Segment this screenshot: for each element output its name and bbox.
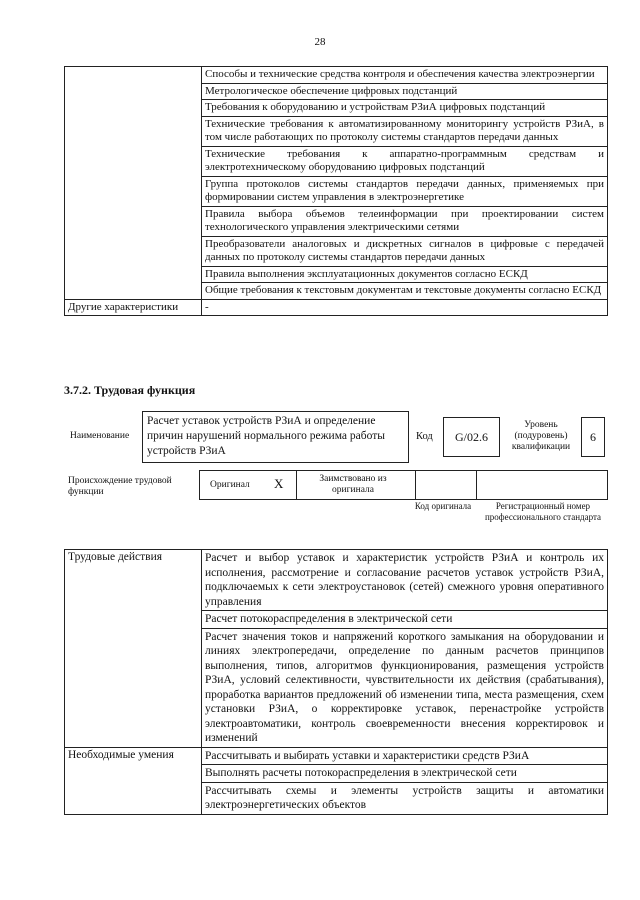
level-box xyxy=(581,417,605,457)
table-cell: Правила выбора объемов телеинформации при проектировании систем технологического управления электрическими сетями xyxy=(202,206,608,236)
table-cell: Группа протоколов системы стандартов передачи данных, применяемых при формировании систем управления в электроэнергетике xyxy=(202,176,608,206)
table-cell: Технические требования к аппаратно-программным средствам и электротехническому оборудованию цифровых подстанций xyxy=(202,146,608,176)
borrowed-box xyxy=(296,470,608,500)
table-row xyxy=(65,67,608,84)
labor-actions-label: Трудовые действия xyxy=(65,550,202,748)
name-label: Наименование xyxy=(70,431,130,441)
table-cell: Общие требования к текстовым документам и текстовые документы согласно ЕСКД xyxy=(202,283,608,300)
original-box xyxy=(199,470,297,500)
original-mark: X xyxy=(274,476,284,491)
table-cell-empty xyxy=(65,67,202,300)
original-label: Оригинал xyxy=(210,480,250,490)
table-cell: Расчет и выбор уставок и характеристик устройств РЗиА и контроль их исполнения, рассмотрение и согласование расчетов уставок устройств РЗиА, подключаемых к сети электроустановок (сетей) смежного уровня оперативного управления xyxy=(202,550,608,611)
table-cell: Способы и технические средства контроля и обеспечения качества электроэнергии xyxy=(202,67,608,84)
required-skills-label: Необходимые умения xyxy=(65,747,202,814)
table-row xyxy=(65,299,608,316)
other-characteristics-value: - xyxy=(202,299,608,316)
table-cell: Рассчитывать схемы и элементы устройств защиты и автоматики электроэнергетических объектов xyxy=(202,782,608,814)
table-row xyxy=(65,550,608,611)
knowledge-table xyxy=(64,66,608,316)
table-row xyxy=(65,747,608,765)
divider xyxy=(476,471,477,499)
other-characteristics-label: Другие характеристики xyxy=(65,299,202,316)
function-name-box xyxy=(142,411,409,463)
table-cell: Преобразователи аналоговых и дискретных сигналов в цифровые с передачей данных по протоколу системы стандартов передачи данных xyxy=(202,236,608,266)
function-code-value: G/02.6 xyxy=(455,430,488,444)
table-cell: Рассчитывать и выбирать уставки и характеристики средств РЗиА xyxy=(202,747,608,765)
table-cell: Правила выполнения эксплуатационных документов согласно ЕСКД xyxy=(202,266,608,283)
function-code-box xyxy=(443,417,500,457)
actions-table xyxy=(64,549,608,815)
table-cell: Выполнять расчеты потокораспределения в электрической сети xyxy=(202,765,608,783)
table-cell: Требования к оборудованию и устройствам РЗиА цифровых подстанций xyxy=(202,100,608,117)
table-cell: Технические требования к автоматизированному мониторингу устройств РЗиА, в том числе работающих по протоколу системы стандартов передачи данных xyxy=(202,116,608,146)
origin-label: Происхождение трудовой функции xyxy=(68,476,172,497)
borrowed-label: Заимствовано из оригинала xyxy=(319,474,387,495)
level-label: Уровень (подуровень) квалификации xyxy=(511,420,571,452)
code-label: Код xyxy=(416,431,433,442)
page-number: 28 xyxy=(314,36,326,48)
table-cell: Метрологическое обеспечение цифровых подстанций xyxy=(202,83,608,100)
reg-number-caption: Регистрационный номер профессионального стандарта xyxy=(484,501,602,522)
level-value: 6 xyxy=(590,430,596,444)
table-cell: Расчет значения токов и напряжений короткого замыкания на оборудовании и линиях электропередачи, определение по данным расчетов принципов выполнения, типов, алгоритмов функционирования, размещения устройств РЗиА, условий селективности, чувствительности их действия (срабатывания), проработка вариантов предложений об изменении типа, места размещения, схем установки РЗиА, о корректировке уставок, перенастройке устройств электроавтоматики, контроль своевременности внесения корректировок и изменений xyxy=(202,628,608,747)
function-name-value: Расчет уставок устройств РЗиА и определение причин нарушений нормального режима работы устройств РЗиА xyxy=(147,415,385,457)
table-cell: Расчет потокораспределения в электрической сети xyxy=(202,611,608,629)
code-original-caption: Код оригинала xyxy=(414,501,472,511)
section-title: 3.7.2. Трудовая функция xyxy=(64,383,196,397)
divider xyxy=(415,471,416,499)
